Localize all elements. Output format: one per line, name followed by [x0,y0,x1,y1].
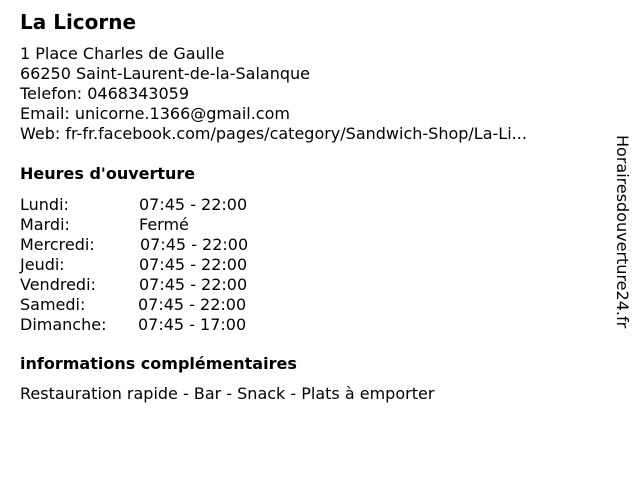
day-hours: 07:45 - 22:00 [138,295,247,314]
hours-row-jeudi [20,255,280,275]
hours-row-mardi [20,215,280,235]
contact-block [20,44,527,144]
hours-heading: Heures d'ouverture [20,164,196,183]
extra-info-text: Restauration rapide - Bar - Snack - Plats à emporter [20,384,435,403]
day-label: Mercredi: [20,235,95,254]
day-hours: 07:45 - 17:00 [138,315,247,334]
hours-row-samedi [20,295,280,315]
day-label: Mardi: [20,215,70,234]
web-line: Web: fr-fr.facebook.com/pages/category/Sandwich-Shop/La-Li... [20,124,527,143]
hours-row-mercredi [20,235,280,255]
day-hours: Fermé [139,215,189,234]
hours-table [20,195,280,335]
hours-row-dimanche [20,315,280,335]
day-label: Jeudi: [20,255,65,274]
day-label: Dimanche: [20,315,107,334]
phone-line: Telefon: 0468343059 [20,84,190,103]
address-line-street: 1 Place Charles de Gaulle [20,44,225,63]
day-hours: 07:45 - 22:00 [139,195,248,214]
day-hours: 07:45 - 22:00 [139,255,248,274]
address-line-city: 66250 Saint-Laurent-de-la-Salanque [20,64,310,83]
email-line: Email: unicorne.1366@gmail.com [20,104,290,123]
hours-row-lundi [20,195,280,215]
day-label: Vendredi: [20,275,96,294]
business-name: La Licorne [20,10,137,34]
day-label: Lundi: [20,195,69,214]
day-hours: 07:45 - 22:00 [140,235,249,254]
day-label: Samedi: [20,295,86,314]
extra-info-heading: informations complémentaires [20,354,297,373]
day-hours: 07:45 - 22:00 [139,275,248,294]
hours-row-vendredi [20,275,280,295]
site-watermark: Horairesdouverture24.fr [613,135,632,329]
